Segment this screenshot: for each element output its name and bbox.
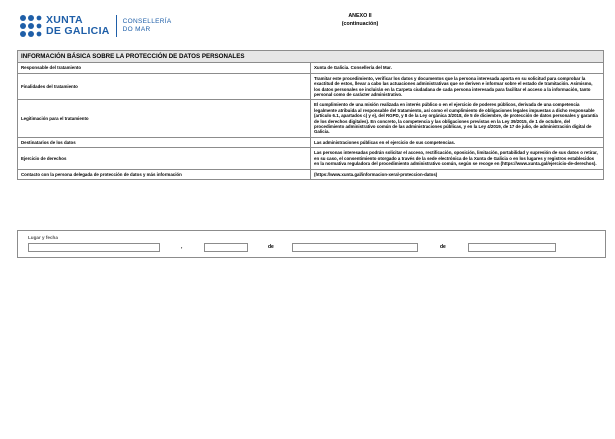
row-value: Tramitar este procedimiento, verificar los datos y documentos que la persona interesada aporta en su solicitud para comprobar la exactitud de estos, llevar a cabo las actuaciones administrativas que se deriven e informar sobre el estado de tramitación. Asimismo, los datos personales se incluirán en la Carpeta ciudadana de cada persona interesada para facilitar el acceso a la información, tanto personal como de carácter administrativo. [311,73,604,100]
table-heading: INFORMACIÓN BÁSICA SOBRE LA PROTECCIÓN DE DATOS PERSONALES [18,51,604,63]
place-date-label: Lugar y fecha [28,235,58,240]
table-row [18,63,604,73]
table-row [18,73,604,100]
comma-separator: , [181,244,183,250]
row-label: Contacto con la persona delegada de protección de datos y más información [18,169,311,179]
row-value: Las administraciones públicas en el ejercicio de sus competencias. [311,137,604,147]
row-label: Responsable del tratamiento [18,63,311,73]
row-label: Finalidades del tratamiento [18,73,311,100]
logo-line-1: XUNTA [46,14,83,26]
table-row [18,148,604,169]
row-value: (https://www.xunta.gal/informacion-xeral-proteccion-datos) [311,169,604,179]
de-separator-1: de [268,244,274,250]
xunta-name [46,15,110,37]
dept-line-2: DO MAR [122,26,151,33]
table-row [18,100,604,137]
table-row [18,169,604,179]
row-value: Xunta de Galicia. Consellería del Mar. [311,63,604,73]
table-row [18,137,604,147]
month-input[interactable] [292,243,418,252]
annex-subtitle: (continuación) [341,20,379,27]
xunta-logo [18,12,172,40]
annex-title: ANEXO II [348,13,372,19]
table-heading-row [18,51,604,63]
row-label: Ejercicio de derechos [18,148,311,169]
annex-heading [300,13,420,28]
row-value: El cumplimiento de una misión realizada en interés público o en el ejercicio de poderes públicos, derivada de una competencia legalmente atribuida al responsable del tratamiento, así como el cumplimiento de obligaciones legales impuestas a dicho responsable (artículo 6.1, apartados c) y e), del RGPD, y 8 de la Ley orgánica 3/2018, de 5 de diciembre, de protección de datos personales y garantía de los derechos digitales). En concreto, la competencia y las obligaciones previstas en la Ley 39/2015, de 1 de octubre, del procedimiento administrativo común de las administraciones públicas, y en la Ley 4/2019, de 17 de julio, de administración digital de Galicia. [311,100,604,137]
de-separator-2: de [440,244,446,250]
galicia-shield-icon [18,13,42,39]
row-label: Legitimación para el tratamiento [18,100,311,137]
row-label: Destinatarios de los datos [18,137,311,147]
day-input[interactable] [204,243,248,252]
dept-line-1: CONSELLERÍA [122,18,172,25]
data-protection-table [17,50,604,180]
logo-line-2: DE GALICIA [46,25,110,37]
year-input[interactable] [468,243,556,252]
department-name [123,18,172,34]
place-date-section [17,230,606,258]
logo-divider [116,15,117,37]
row-value: Las personas interesadas podrán solicitar el acceso, rectificación, oposición, limitación, portabilidad y supresión de sus datos o retirar, en su caso, el consentimiento otorgado a través de la sede electrónica de la Xunta de Galicia o en los lugares y registros establecidos en la normativa reguladora del procedimiento administrativo común, según se recoge en (https://www.xunta.gal/ejercicio-de-derechos). [311,148,604,169]
place-input[interactable] [28,243,160,252]
